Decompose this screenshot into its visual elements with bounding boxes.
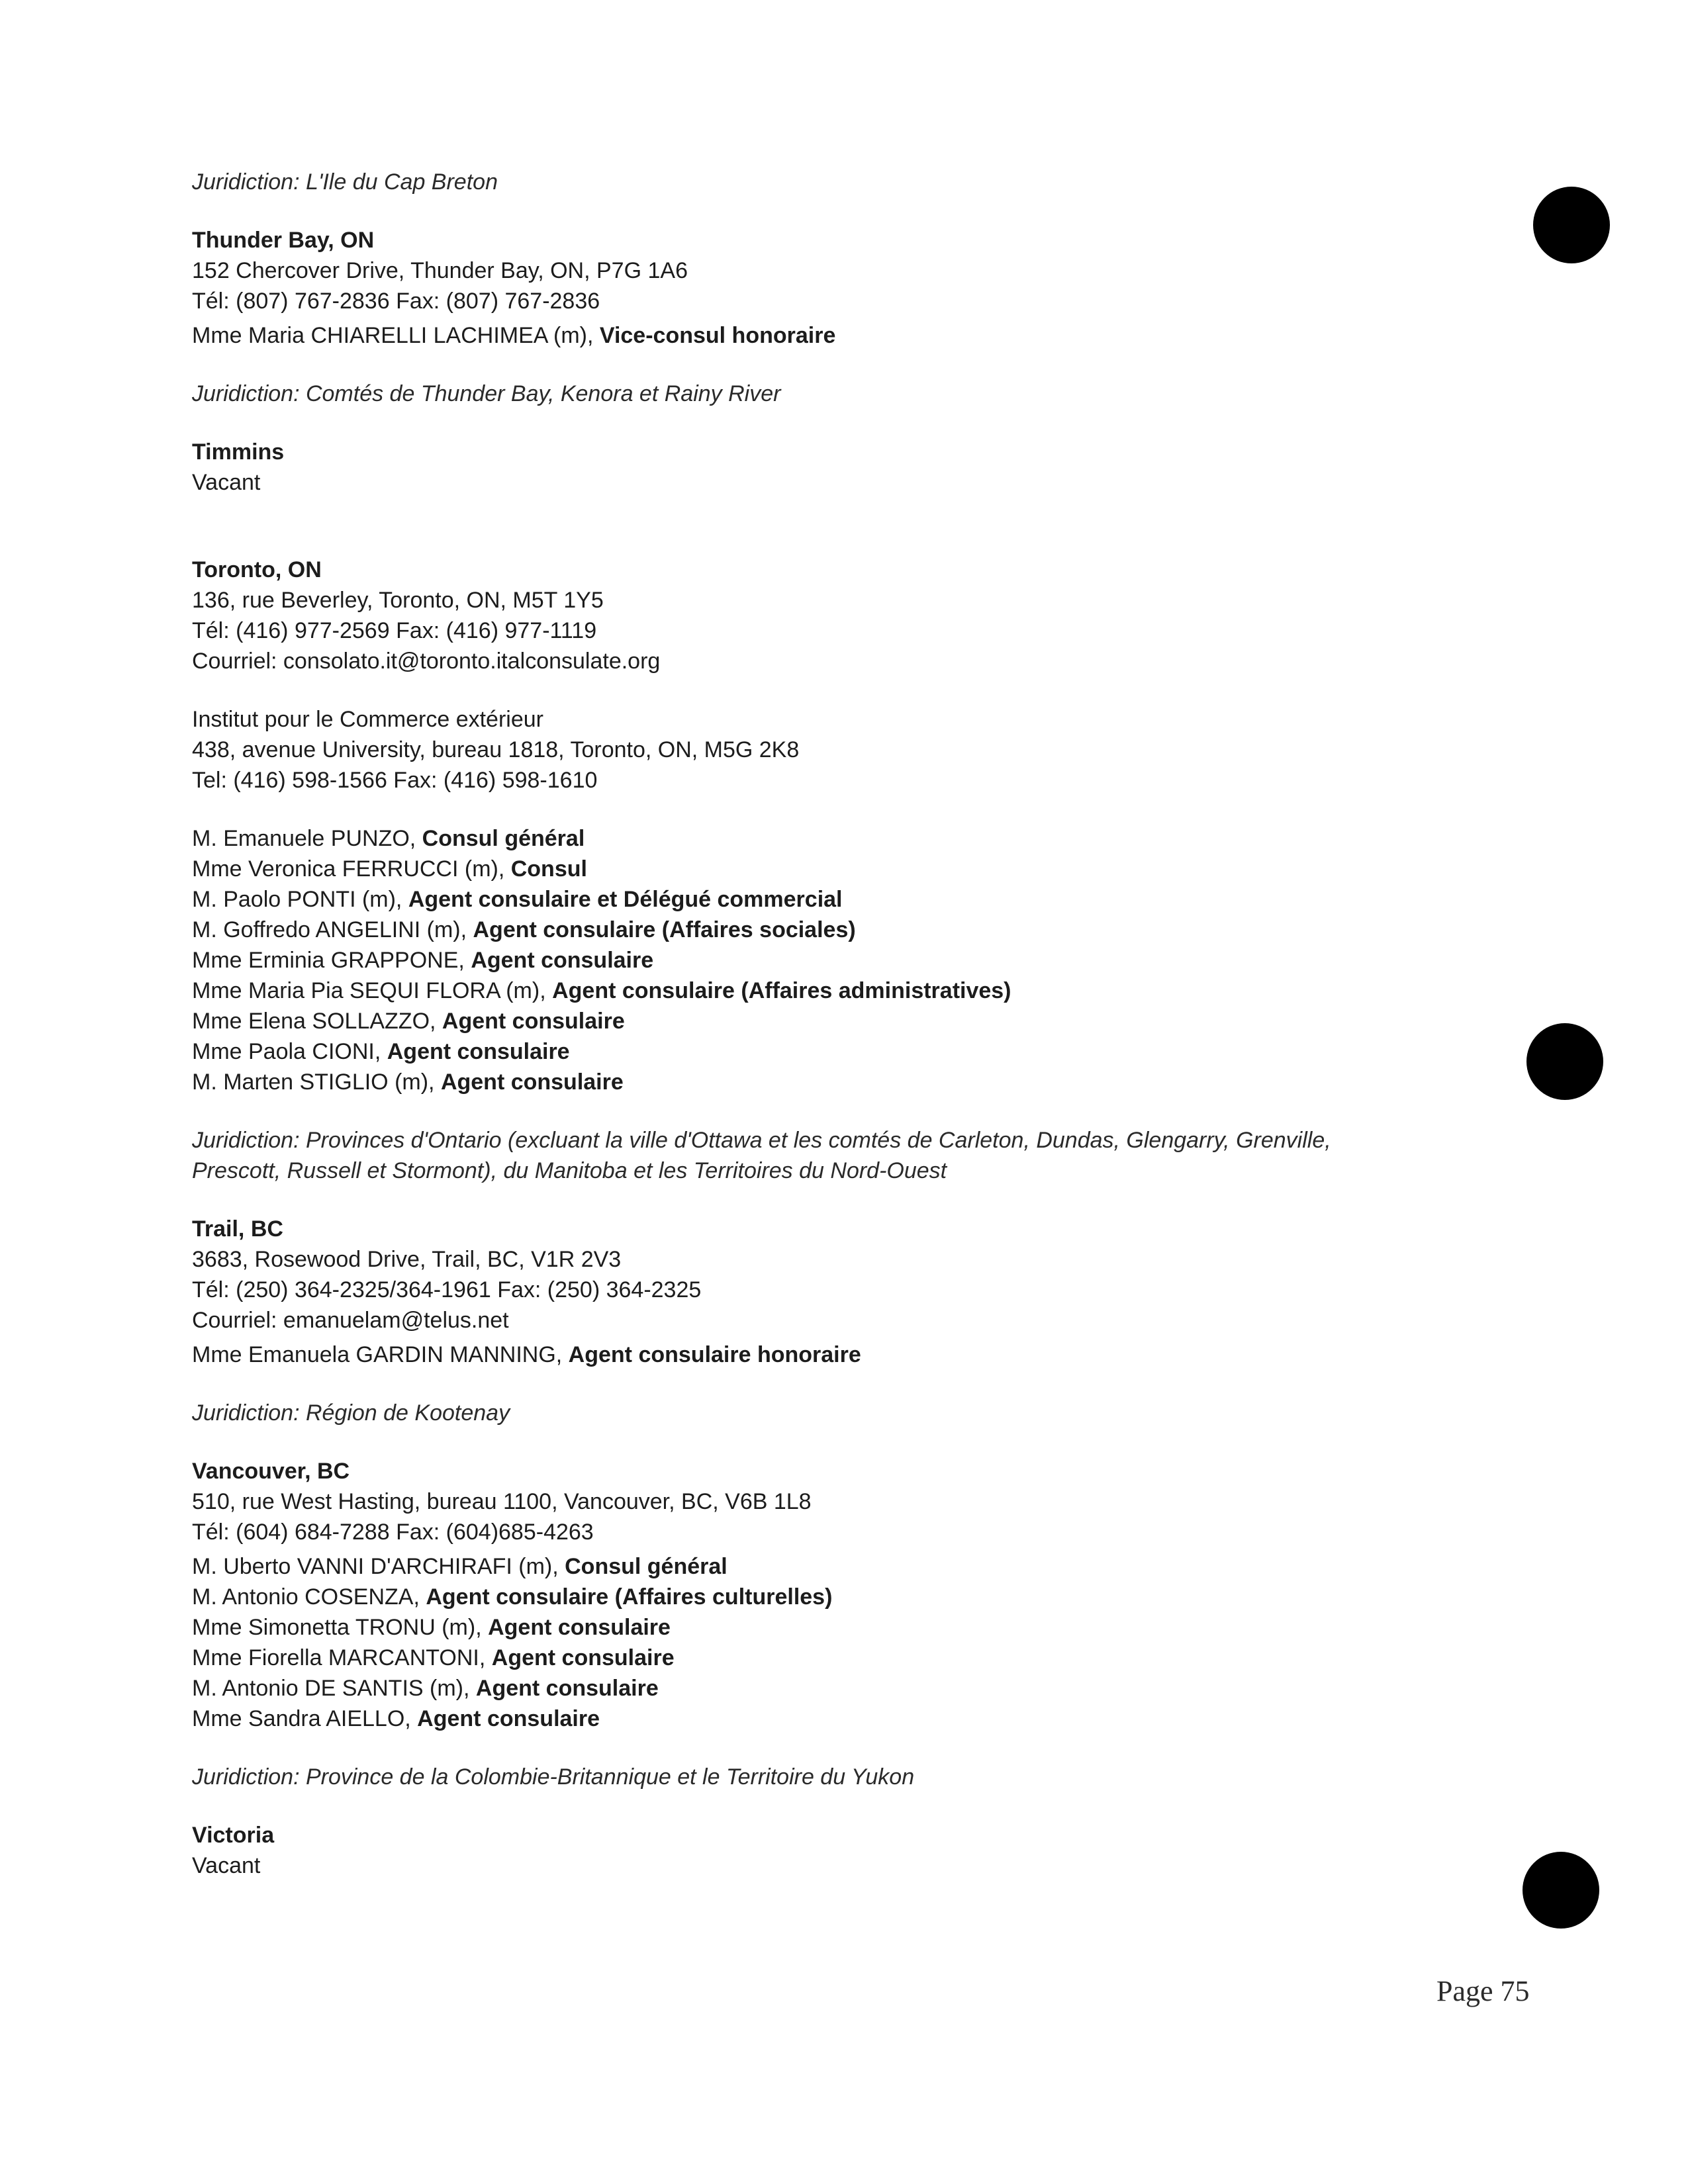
vacancy-status: Vacant xyxy=(192,1853,261,1878)
staff-role: Agent consulaire xyxy=(471,948,654,973)
staff-member xyxy=(192,1036,1489,1067)
staff-role: Agent consulaire xyxy=(417,1706,600,1731)
phone-fax: Tél: (807) 767-2836 Fax: (807) 767-2836 xyxy=(192,289,600,314)
staff-member xyxy=(192,1340,1489,1370)
staff-role: Consul général xyxy=(422,826,585,851)
jurisdiction: Juridiction: Comtés de Thunder Bay, Kenora et Rainy River xyxy=(192,381,781,406)
staff-name: Mme Maria CHIARELLI LACHIMEA (m), xyxy=(192,323,600,348)
directory-content xyxy=(192,167,1489,1881)
staff-role: Agent consulaire xyxy=(488,1615,671,1640)
staff-role: Agent consulaire xyxy=(442,1009,625,1034)
staff-member xyxy=(192,823,1489,854)
staff-name: M. Emanuele PUNZO, xyxy=(192,826,422,851)
address: 3683, Rosewood Drive, Trail, BC, V1R 2V3 xyxy=(192,1247,622,1272)
jurisdiction-line-1: Juridiction: Provinces d'Ontario (excluant la ville d'Ottawa et les comtés de Carleton, Dundas, Glengarry, Grenville, xyxy=(192,1128,1331,1153)
entry-toronto xyxy=(192,555,1489,1186)
staff-member xyxy=(192,1612,1489,1643)
staff-member xyxy=(192,1582,1489,1612)
address: 152 Chercover Drive, Thunder Bay, ON, P7G 1A6 xyxy=(192,258,688,283)
staff-name: M. Goffredo ANGELINI (m), xyxy=(192,917,473,942)
staff-name: M. Antonio COSENZA, xyxy=(192,1584,426,1610)
staff-member xyxy=(192,945,1489,976)
staff-list xyxy=(192,823,1489,1097)
jurisdiction: Juridiction: Région de Kootenay xyxy=(192,1400,510,1426)
staff-name: Mme Simonetta TRONU (m), xyxy=(192,1615,489,1640)
staff-role: Agent consulaire xyxy=(440,1069,624,1095)
jurisdiction-line-2: Prescott, Russell et Stormont), du Manitoba et les Territoires du Nord-Ouest xyxy=(192,1158,947,1183)
city-heading: Thunder Bay, ON xyxy=(192,228,375,253)
staff-name: Mme Veronica FERRUCCI (m), xyxy=(192,856,511,882)
staff-member xyxy=(192,976,1489,1006)
entry-thunder-bay xyxy=(192,225,1489,409)
entry-vancouver xyxy=(192,1456,1489,1792)
trade-office-name: Institut pour le Commerce extérieur xyxy=(192,707,543,732)
email: Courriel: emanuelam@telus.net xyxy=(192,1308,509,1333)
staff-member xyxy=(192,1006,1489,1036)
staff-name: Mme Paola CIONI, xyxy=(192,1039,387,1064)
staff-member xyxy=(192,854,1489,884)
intro-jurisdiction: Juridiction: L'Ile du Cap Breton xyxy=(192,169,498,195)
staff-role: Consul général xyxy=(565,1554,727,1579)
entry-timmins xyxy=(192,437,1489,498)
staff-member xyxy=(192,884,1489,915)
staff-name: Mme Sandra AIELLO, xyxy=(192,1706,418,1731)
staff-name: Mme Elena SOLLAZZO, xyxy=(192,1009,442,1034)
city-heading: Toronto, ON xyxy=(192,557,322,582)
staff-role: Agent consulaire honoraire xyxy=(568,1342,861,1367)
punch-hole-middle xyxy=(1526,1023,1603,1100)
staff-role: Agent consulaire (Affaires administratives) xyxy=(552,978,1011,1003)
staff-role: Agent consulaire xyxy=(491,1645,675,1670)
staff-name: Mme Maria Pia SEQUI FLORA (m), xyxy=(192,978,553,1003)
staff-name: M. Antonio DE SANTIS (m), xyxy=(192,1676,476,1701)
staff-member xyxy=(192,1673,1489,1704)
city-heading: Trail, BC xyxy=(192,1216,283,1242)
vacancy-status: Vacant xyxy=(192,470,261,495)
staff-member xyxy=(192,1704,1489,1734)
jurisdiction: Juridiction: Province de la Colombie-Britannique et le Territoire du Yukon xyxy=(192,1764,915,1790)
city-heading: Victoria xyxy=(192,1823,275,1848)
staff-role: Agent consulaire xyxy=(387,1039,570,1064)
staff-list xyxy=(192,1551,1489,1734)
staff-member xyxy=(192,1643,1489,1673)
city-heading: Vancouver, BC xyxy=(192,1459,350,1484)
staff-role: Agent consulaire (Affaires sociales) xyxy=(473,917,856,942)
staff-member xyxy=(192,915,1489,945)
address: 510, rue West Hasting, bureau 1100, Vancouver, BC, V6B 1L8 xyxy=(192,1489,812,1514)
punch-hole-top xyxy=(1533,187,1610,263)
address: 136, rue Beverley, Toronto, ON, M5T 1Y5 xyxy=(192,588,604,613)
city-heading: Timmins xyxy=(192,439,285,465)
phone-fax: Tél: (250) 364-2325/364-1961 Fax: (250) 364-2325 xyxy=(192,1277,702,1302)
staff-role: Agent consulaire et Délégué commercial xyxy=(408,887,843,912)
staff-name: Mme Erminia GRAPPONE, xyxy=(192,948,471,973)
email: Courriel: consolato.it@toronto.italconsulate.org xyxy=(192,649,661,674)
staff-name: M. Paolo PONTI (m), xyxy=(192,887,408,912)
entry-victoria xyxy=(192,1820,1489,1881)
staff-role: Agent consulaire xyxy=(475,1676,659,1701)
entry-trail xyxy=(192,1214,1489,1428)
staff-role: Consul xyxy=(510,856,587,882)
punch-hole-bottom xyxy=(1523,1852,1599,1929)
phone-fax: Tél: (604) 684-7288 Fax: (604)685-4263 xyxy=(192,1520,594,1545)
staff-name: Mme Emanuela GARDIN MANNING, xyxy=(192,1342,569,1367)
staff-member xyxy=(192,1067,1489,1097)
staff-role: Agent consulaire (Affaires culturelles) xyxy=(426,1584,833,1610)
staff-name: Mme Fiorella MARCANTONI, xyxy=(192,1645,492,1670)
trade-office-address: 438, avenue University, bureau 1818, Toronto, ON, M5G 2K8 xyxy=(192,737,800,762)
staff-member xyxy=(192,1551,1489,1582)
staff-member xyxy=(192,320,1489,351)
trade-office-phone: Tel: (416) 598-1566 Fax: (416) 598-1610 xyxy=(192,768,598,793)
staff-name: M. Marten STIGLIO (m), xyxy=(192,1069,441,1095)
page-number: Page 75 xyxy=(1436,1975,1530,2007)
staff-role: Vice-consul honoraire xyxy=(599,323,836,348)
phone-fax: Tél: (416) 977-2569 Fax: (416) 977-1119 xyxy=(192,618,597,643)
staff-name: M. Uberto VANNI D'ARCHIRAFI (m), xyxy=(192,1554,565,1579)
